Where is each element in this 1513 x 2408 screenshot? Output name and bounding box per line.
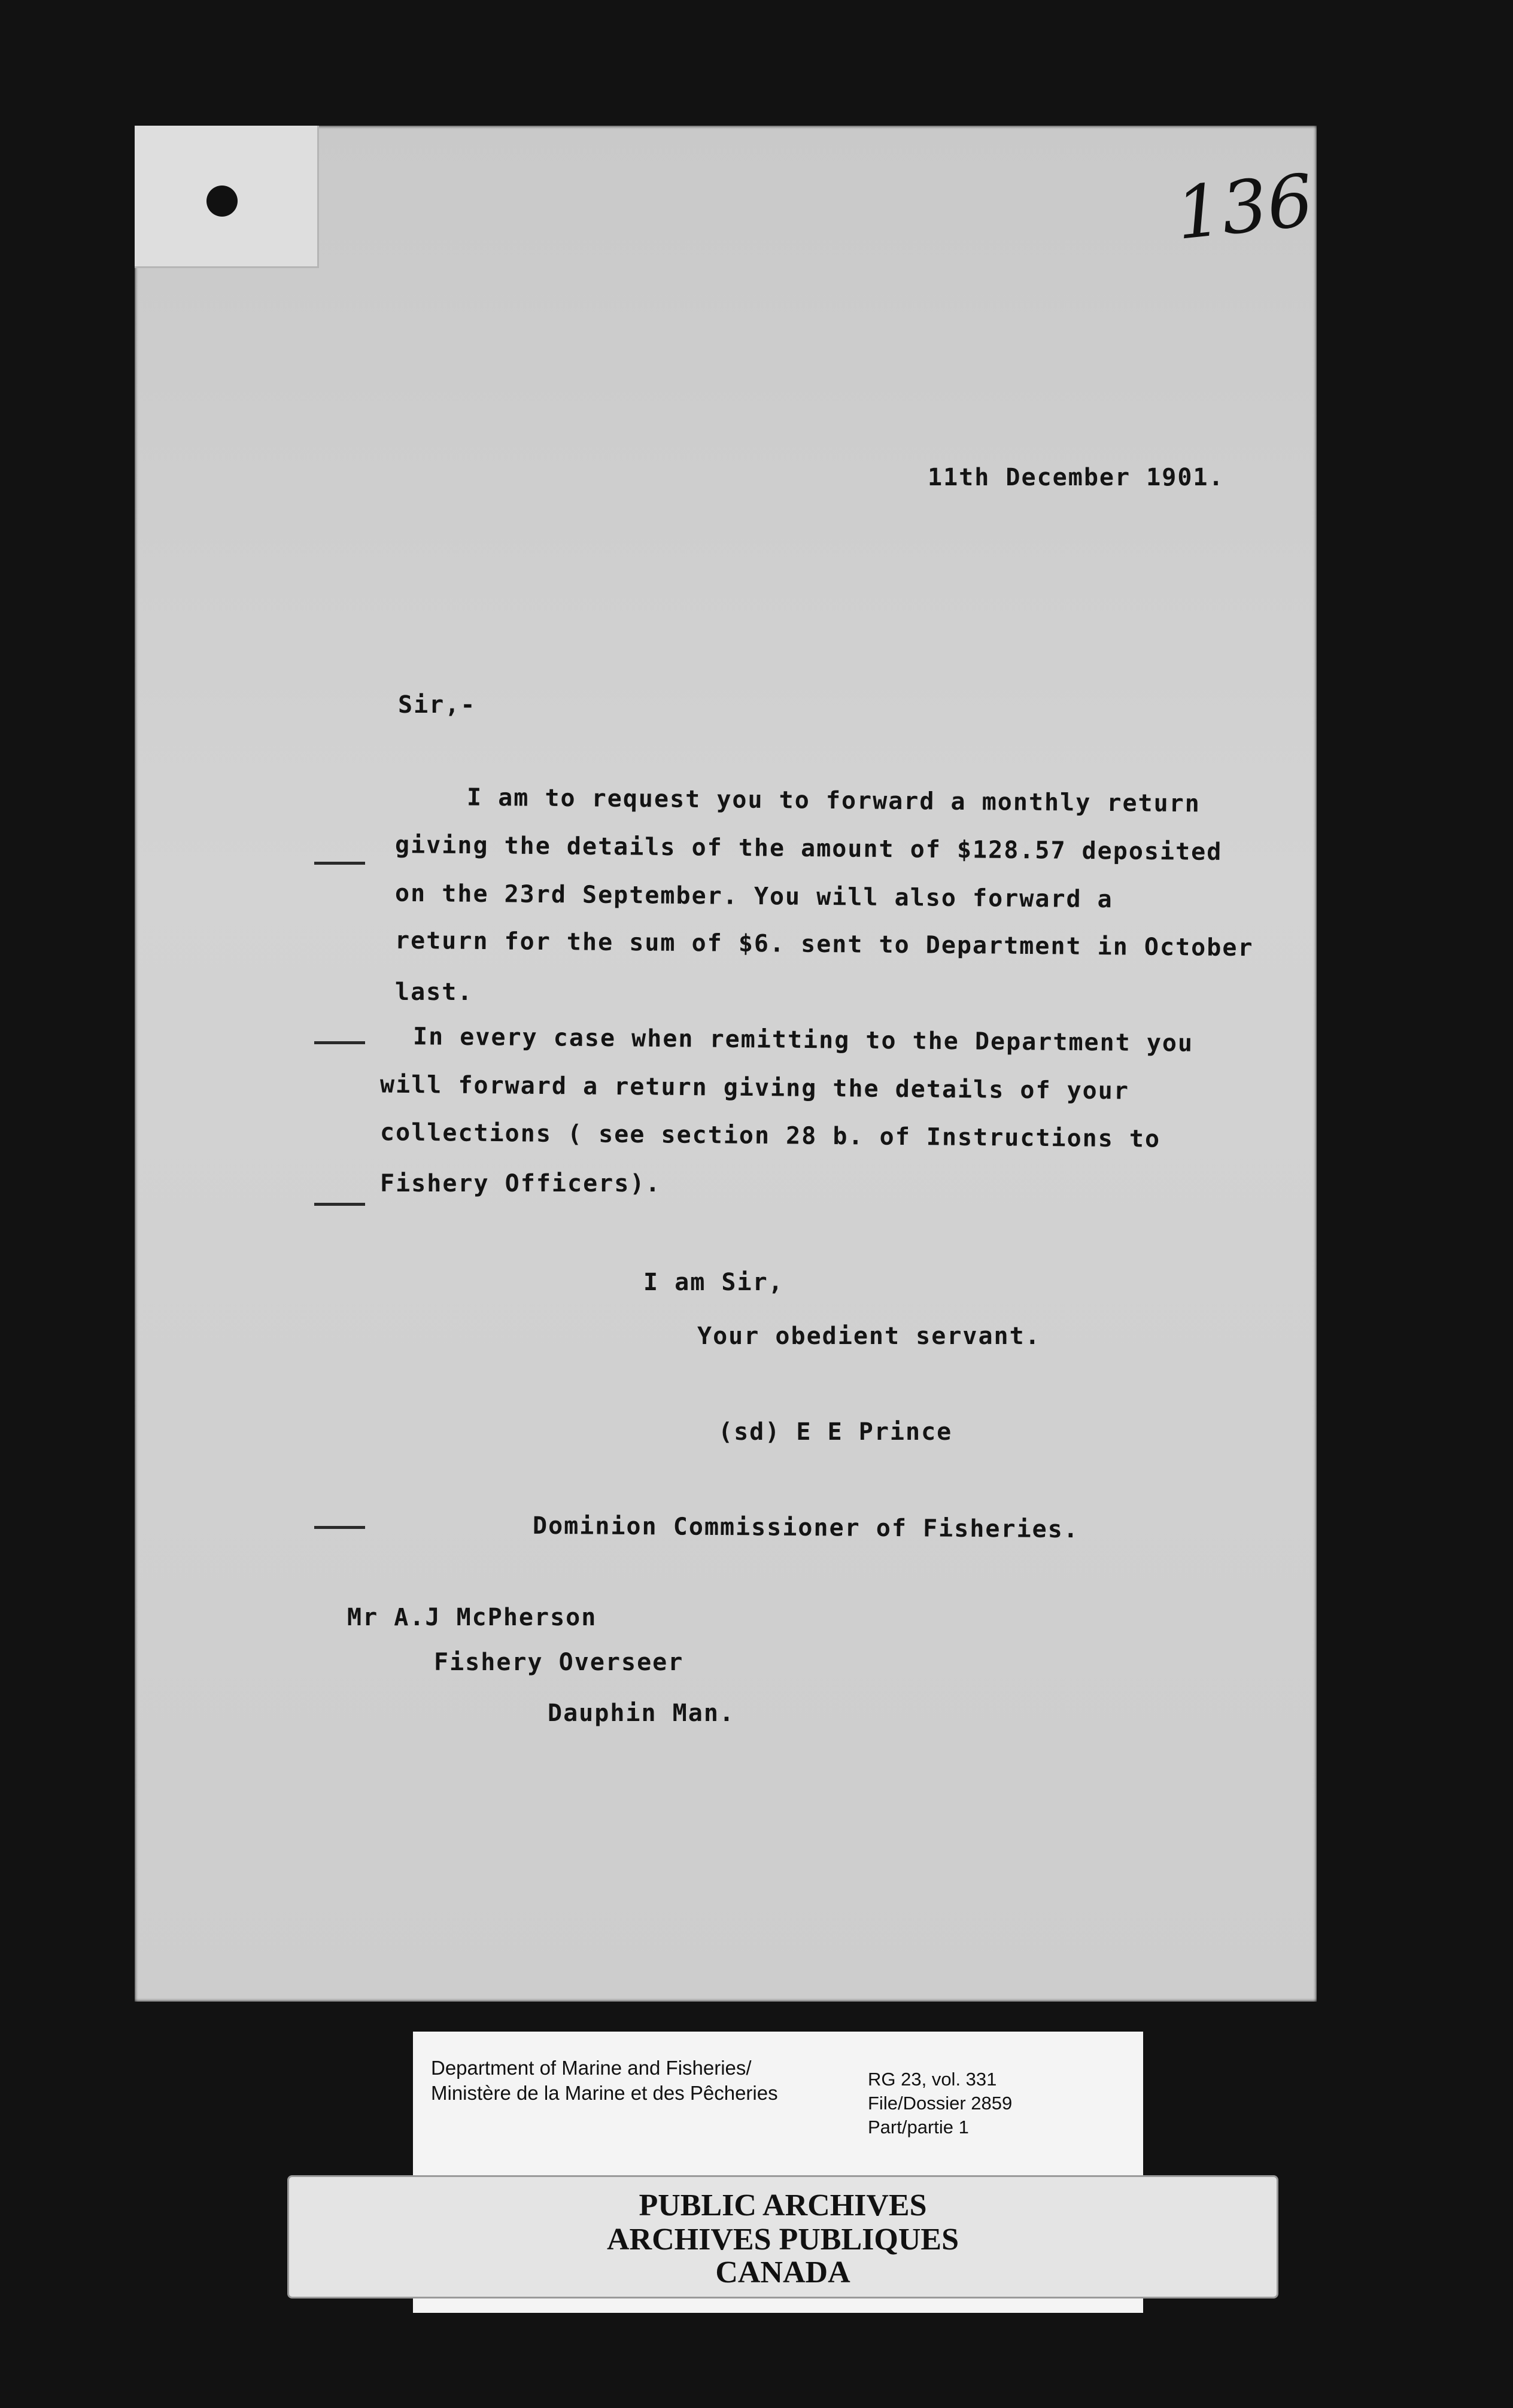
- record-group: RG 23, vol. 331: [868, 2069, 997, 2090]
- body-line: giving the details of the amount of $128.57 deposited: [394, 831, 1223, 866]
- signature: (sd) E E Prince: [718, 1418, 953, 1446]
- banner-line: ARCHIVES PUBLIQUES: [606, 2222, 959, 2257]
- addressee-location: Dauphin Man.: [548, 1699, 735, 1727]
- edge-mark: [314, 1526, 365, 1529]
- body-line: last.: [395, 978, 473, 1006]
- addressee-title: Fishery Overseer: [434, 1649, 684, 1676]
- record-reference: [868, 2068, 1012, 2139]
- body-line: will forward a return giving the details of your: [379, 1071, 1130, 1105]
- letter-date: 11th December 1901.: [928, 464, 1225, 491]
- body-line: on the 23rd September. You will also forward a: [394, 879, 1113, 914]
- folio-number: 136: [1172, 159, 1317, 257]
- signer-title: Dominion Commissioner of Fisheries.: [532, 1512, 1080, 1544]
- edge-mark: [314, 1041, 365, 1044]
- salutation: Sir,-: [398, 691, 476, 719]
- banner-line: CANADA: [715, 2255, 850, 2290]
- body-line: I am to request you to forward a monthly return: [466, 783, 1201, 818]
- public-archives-banner: [287, 2175, 1278, 2298]
- corner-tab: [135, 126, 319, 268]
- body-line: collections ( see section 28 b. of Instructions to: [379, 1118, 1161, 1153]
- department-name-en: Department of Marine and Fisheries/: [431, 2057, 752, 2079]
- addressee-name: Mr A.J McPherson: [347, 1604, 597, 1631]
- department-name-fr: Ministère de la Marine et des Pêcheries: [431, 2082, 778, 2104]
- edge-mark: [314, 1203, 365, 1206]
- letter-page: [135, 126, 1317, 2002]
- closing-line: Your obedient servant.: [697, 1322, 1041, 1350]
- department-names: [431, 2056, 778, 2106]
- part-number: Part/partie 1: [868, 2117, 969, 2138]
- punch-hole: [206, 186, 238, 217]
- file-number: File/Dossier 2859: [868, 2093, 1013, 2114]
- closing-line: I am Sir,: [643, 1269, 784, 1296]
- edge-mark: [314, 862, 365, 865]
- body-line: return for the sum of $6. sent to Department in October: [394, 926, 1254, 962]
- body-line: In every case when remitting to the Department you: [412, 1023, 1194, 1057]
- banner-line: PUBLIC ARCHIVES: [639, 2188, 927, 2222]
- body-line: Fishery Officers).: [380, 1170, 661, 1197]
